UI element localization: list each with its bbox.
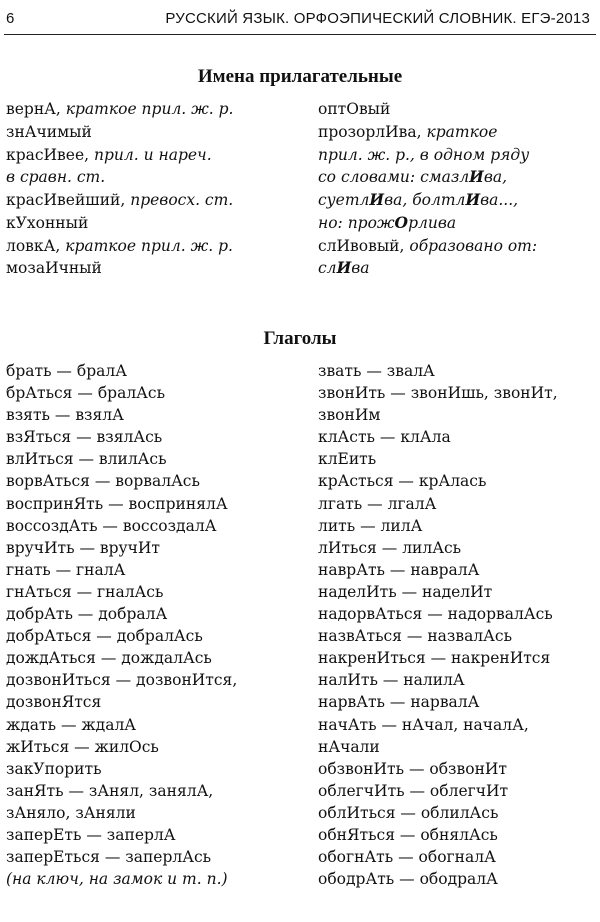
dictionary-entry-line xyxy=(318,189,537,212)
entry-text: но: прож xyxy=(318,213,395,232)
page-header xyxy=(0,0,600,36)
entry-text: оптОвый xyxy=(318,100,391,118)
entry-text: обогнАть — обогналА xyxy=(318,848,496,867)
entry-text: добрАть — добралА xyxy=(6,605,168,624)
entry-text: надорвАться — надорвалАсь xyxy=(318,605,553,624)
entry-text: красИвее, xyxy=(6,145,94,164)
dictionary-entry-line xyxy=(6,404,237,426)
dictionary-entry-line xyxy=(318,691,558,713)
dictionary-entry-line xyxy=(318,448,558,470)
dictionary-entry-line xyxy=(318,647,558,669)
section-title-verbs: Глаголы xyxy=(263,328,337,349)
entry-text: со словами: смазл xyxy=(318,168,470,187)
dictionary-entry-line xyxy=(6,360,237,382)
entry-text: лгать — лгалА xyxy=(318,494,437,513)
dictionary-entry-line xyxy=(6,868,237,890)
entry-text: нарвАть — нарвалА xyxy=(318,693,480,712)
dictionary-entry-line xyxy=(318,470,558,492)
entry-text: влИться — влилАсь xyxy=(6,450,167,469)
entry-text: обзвонИть — обзвонИт xyxy=(318,759,507,778)
dictionary-entry-line xyxy=(318,669,558,691)
entry-text: звонИм xyxy=(318,406,381,425)
dictionary-entry-line xyxy=(6,559,237,581)
entry-text: наделИть — наделИт xyxy=(318,582,493,601)
dictionary-entry-line xyxy=(6,470,237,492)
entry-text: облегчИть — облегчИт xyxy=(318,781,509,800)
entry-text: наврАть — навралА xyxy=(318,560,480,579)
dictionary-entry-line xyxy=(318,382,558,404)
dictionary-entry-line xyxy=(318,404,558,426)
entry-text: ва..., xyxy=(480,191,519,209)
dictionary-entry-line xyxy=(6,257,234,280)
entry-text: ва, болтл xyxy=(384,191,466,209)
entry-text: гнать — гналА xyxy=(6,560,126,579)
entry-text: в сравн. ст. xyxy=(6,168,106,187)
entry-text: знАчимый xyxy=(6,122,92,141)
verbs-left-column xyxy=(6,360,237,890)
dictionary-entry-line xyxy=(318,780,558,802)
entry-text: рлива xyxy=(408,213,457,232)
dictionary-entry-line xyxy=(6,647,237,669)
entry-text: ворвАться — ворвалАсь xyxy=(6,472,200,491)
entry-text: облИться — облилАсь xyxy=(318,803,499,822)
entry-text: (на ключ, на замок и т. п.) xyxy=(6,870,228,889)
entry-text: лить — лилА xyxy=(318,516,423,535)
entry-text: добрАться — добралАсь xyxy=(6,627,203,646)
entry-text: прил. ж. р., в одном ряду xyxy=(318,145,530,164)
adjectives-left-column xyxy=(6,98,234,280)
entry-text: вручИть — вручИт xyxy=(6,538,161,557)
dictionary-entry-line xyxy=(318,426,558,448)
dictionary-entry-line xyxy=(6,493,237,515)
dictionary-entry-line xyxy=(6,581,237,603)
dictionary-entry-line xyxy=(318,537,558,559)
entry-text: сл xyxy=(318,259,337,278)
entry-text: краткое прил. ж. р. xyxy=(65,236,233,255)
entry-text: заперЕть — заперлА xyxy=(6,825,176,844)
dictionary-entry-line xyxy=(6,382,237,404)
dictionary-entry-line xyxy=(6,426,237,448)
dictionary-entry-line xyxy=(318,714,558,736)
entry-text: клЕить xyxy=(318,450,377,469)
entry-text: прозорлИва, xyxy=(318,122,427,141)
dictionary-entry-line xyxy=(6,714,237,736)
entry-text: клАсть — клАла xyxy=(318,428,451,447)
dictionary-entry-line xyxy=(6,212,234,235)
dictionary-entry-line xyxy=(318,235,537,258)
dictionary-entry-line xyxy=(6,736,237,758)
entry-text: брАться — бралАсь xyxy=(6,384,166,403)
entry-text: И xyxy=(465,190,481,209)
dictionary-entry-line xyxy=(318,846,558,868)
entry-text: суетл xyxy=(318,191,370,209)
entry-text: кУхонный xyxy=(6,213,89,232)
page-number: 6 xyxy=(6,10,15,27)
entry-text: взЯться — взялАсь xyxy=(6,428,163,447)
entry-text: воссоздАть — воссоздалА xyxy=(6,516,217,535)
dictionary-entry-line xyxy=(6,189,234,212)
entry-text: брать — бралА xyxy=(6,362,127,380)
entry-text: О xyxy=(394,212,409,232)
dictionary-entry-line xyxy=(6,846,237,868)
dictionary-entry-line xyxy=(318,493,558,515)
entry-text: вернА, xyxy=(6,100,66,118)
dictionary-entry-line xyxy=(318,144,537,167)
entry-text: образовано от: xyxy=(409,236,538,255)
entry-text: краткое xyxy=(426,122,498,141)
entry-text: ловкА, xyxy=(6,236,66,255)
entry-text: крАсться — крАлась xyxy=(318,472,487,491)
entry-text: закУпорить xyxy=(6,759,102,778)
dictionary-entry-line xyxy=(318,802,558,824)
entry-text: И xyxy=(369,190,385,209)
entry-text: звонИть — звонИшь, звонИт, xyxy=(318,384,558,403)
entry-text: жИться — жилОсь xyxy=(6,737,159,756)
dictionary-entry-line xyxy=(6,98,234,121)
entry-text: заперЕться — заперлАсь xyxy=(6,848,212,867)
dictionary-entry-line xyxy=(6,625,237,647)
dictionary-entry-line xyxy=(318,515,558,537)
dictionary-entry-line xyxy=(318,257,537,280)
dictionary-entry-line xyxy=(6,691,237,713)
dictionary-entry-line xyxy=(6,669,237,691)
entry-text: нАчали xyxy=(318,737,380,756)
dictionary-entry-line xyxy=(318,581,558,603)
entry-text: зАняло, зАняли xyxy=(6,803,136,822)
section-title-adjectives: Имена прилагательные xyxy=(197,66,403,87)
entry-text: ва xyxy=(351,259,370,278)
dictionary-entry-line xyxy=(6,802,237,824)
entry-text: И xyxy=(469,167,484,187)
dictionary-entry-line xyxy=(318,736,558,758)
dictionary-entry-line xyxy=(318,212,537,235)
dictionary-entry-line xyxy=(6,235,234,258)
entry-text: накренИться — накренИтся xyxy=(318,649,551,668)
dictionary-entry-line xyxy=(6,166,234,189)
entry-text: прил. и нареч. xyxy=(93,145,212,164)
entry-text: ва, xyxy=(483,168,508,187)
entry-text: превосх. ст. xyxy=(130,191,234,209)
entry-text: краткое прил. ж. р. xyxy=(65,100,234,118)
dictionary-entry-line xyxy=(6,448,237,470)
entry-text: назвАться — назвалАсь xyxy=(318,627,513,646)
dictionary-entry-line xyxy=(318,559,558,581)
dictionary-entry-line xyxy=(6,144,234,167)
header-divider xyxy=(4,34,596,35)
dictionary-entry-line xyxy=(6,824,237,846)
entry-text: ободрАть — ободралА xyxy=(318,870,498,889)
entry-text: гнАться — гналАсь xyxy=(6,582,164,601)
verbs-right-column xyxy=(318,360,558,890)
entry-text: обнЯться — обнялАсь xyxy=(318,825,498,844)
entry-text: ждать — ждалА xyxy=(6,715,137,734)
entry-text: мозаИчный xyxy=(6,259,102,278)
dictionary-entry-line xyxy=(6,537,237,559)
entry-text: дозвонИться — дозвонИтся, xyxy=(6,671,238,690)
entry-text: дозвонЯтся xyxy=(6,693,102,712)
adjectives-right-column xyxy=(318,98,537,280)
entry-text: красИвейший, xyxy=(6,191,131,209)
entry-text: дождАться — дождалАсь xyxy=(6,649,212,668)
dictionary-entry-line xyxy=(6,121,234,144)
dictionary-entry-line xyxy=(318,166,537,189)
dictionary-entry-line xyxy=(6,758,237,780)
entry-text: занЯть — зАнял, занялА, xyxy=(6,781,214,800)
entry-text: воспринЯть — воспринялА xyxy=(6,494,228,513)
dictionary-entry-line xyxy=(6,780,237,802)
entry-text: звать — звалА xyxy=(318,362,435,380)
dictionary-entry-line xyxy=(318,758,558,780)
dictionary-entry-line xyxy=(318,868,558,890)
entry-text: лИться — лилАсь xyxy=(318,538,462,557)
running-title: РУССКИЙ ЯЗЫК. ОРФОЭПИЧЕСКИЙ СЛОВНИК. ЕГЭ-2013 xyxy=(165,10,590,27)
dictionary-entry-line xyxy=(318,360,558,382)
entry-text: налИть — налилА xyxy=(318,671,465,690)
entry-text: начАть — нАчал, началА, xyxy=(318,715,529,734)
dictionary-entry-line xyxy=(318,121,537,144)
dictionary-entry-line xyxy=(318,824,558,846)
entry-text: слИвовый, xyxy=(318,236,410,255)
dictionary-entry-line xyxy=(6,603,237,625)
dictionary-entry-line xyxy=(318,625,558,647)
entry-text: взять — взялА xyxy=(6,406,124,425)
dictionary-entry-line xyxy=(318,603,558,625)
dictionary-entry-line xyxy=(6,515,237,537)
entry-text: И xyxy=(336,258,352,278)
dictionary-entry-line xyxy=(318,98,537,121)
